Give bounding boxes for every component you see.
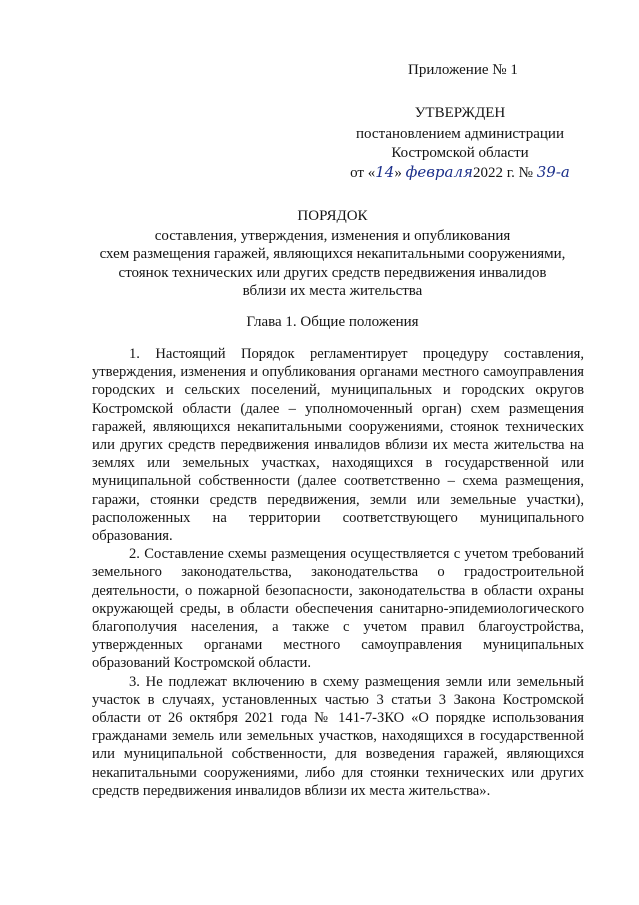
approval-date-line — [340, 163, 580, 183]
approval-title: УТВЕРЖДЕН — [414, 105, 506, 121]
handwritten-month: февраля — [405, 163, 473, 181]
paragraph-3: 3. Не подлежат включению в схему размещения земли или земельный участок в случаях, установленных частью 3 статьи 3 Закона Костромской области от 26 октября 2021 года № 141-7-ЗКО «О порядке использования гражданами земель или земельных участков, находящихся в государственной или муниципальной собственности, для возведения гаражей, являющихся некапитальными сооружениями, либо для стоянки технических или других средств передвижения инвалидов вблизи их места жительства». — [92, 673, 584, 799]
document-title-line: схем размещения гаражей, являющихся некапитальными сооружениями, — [99, 246, 566, 262]
document-title — [70, 207, 595, 301]
chapter-heading: Глава 1. Общие положения — [246, 314, 419, 330]
document-title-line: составления, утверждения, изменения и опубликования — [154, 227, 511, 244]
date-prefix: от « — [350, 165, 376, 181]
paragraph-1: 1. Настоящий Порядок регламентирует процедуру составления, утверждения, изменения и опубликования органами местного самоуправления городских и сельских поселений, муниципальных и городских округов Костромской области (далее – уполномоченный орган) схем размещения гаражей, являющихся некапитальными сооружениями, стоянок технических или других средств передвижения инвалидов вблизи их места жительства на землях или земельных участках, находящихся в государственной или муниципальной собственности (далее соответственно – схема размещения, гаражи, стоянки средств передвижения, земли или земельные участки), расположенных на территории соответствующего муниципального образования. — [92, 346, 584, 545]
approval-line-2: Костромской области — [391, 145, 529, 161]
document-title-line: вблизи их места жительства — [242, 283, 423, 299]
paragraph-2: 2. Составление схемы размещения осуществляется с учетом требований земельного законодательства, законодательства о градостроительной деятельности, о пожарной безопасности, законодательства в области охраны окружающей среды, в области обеспечения санитарно-эпидемиологического благополучия населения, а также с учетом правил благоустройства, утвержденных органами местного самоуправления муниципальных образований Костромской области. — [92, 546, 584, 672]
approval-line-1: постановлением администрации — [356, 126, 564, 142]
handwritten-day: 14 — [375, 163, 395, 181]
handwritten-number: 39-а — [536, 163, 570, 181]
appendix-label: Приложение № 1 — [408, 62, 518, 78]
date-year: 2022 г. № — [472, 165, 537, 181]
body-text — [92, 345, 584, 800]
document-title-main: ПОРЯДОК — [297, 208, 368, 224]
date-mid: » — [394, 165, 406, 181]
approval-block — [340, 104, 580, 183]
document-title-line: стоянок технических или других средств передвижения инвалидов — [118, 264, 547, 281]
